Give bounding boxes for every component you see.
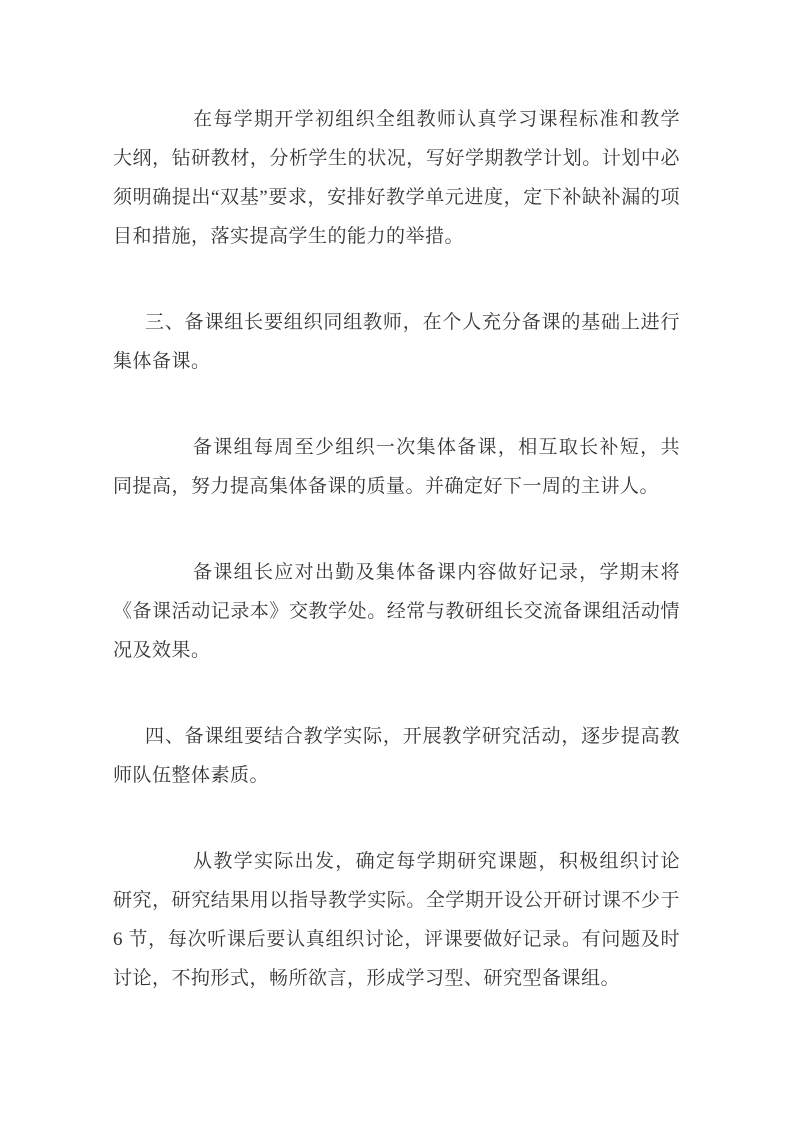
paragraph-semester-plan: 在每学期开学初组织全组教师认真学习课程标准和教学大纲，钻研教材，分析学生的状况，写好学期教学计划。计划中必须明确提出“双基”要求，安排好教学单元进度，定下补缺补漏的项目和措施，落实提高学生的能力的举措。 xyxy=(113,109,680,247)
paragraph-record-keeping: 备课组长应对出勤及集体备课内容做好记录，学期末将《备课活动记录本》交教学处。经常与教研组长交流备课组活动情况及效果。 xyxy=(113,562,680,661)
paragraph-teaching-research: 从教学实际出发，确定每学期研究课题，积极组织讨论研究，研究结果用以指导教学实际。全学期开设公开研讨课不少于 6 节，每次听课后要认真组织讨论，评课要做好记录。有问题及时讨论，不拘形式，畅所欲言，形成学习型、研究型备课组。 xyxy=(113,851,680,989)
paragraph-item-three-heading: 三、备课组长要组织同组教师，在个人充分备课的基础上进行集体备课。 xyxy=(113,312,680,372)
paragraph-item-four-heading: 四、备课组要结合教学实际，开展教学研究活动，逐步提高教师队伍整体素质。 xyxy=(113,726,680,786)
paragraph-weekly-group-prep: 备课组每周至少组织一次集体备课，相互取长补短，共同提高，努力提高集体备课的质量。并确定好下一周的主讲人。 xyxy=(113,437,680,497)
